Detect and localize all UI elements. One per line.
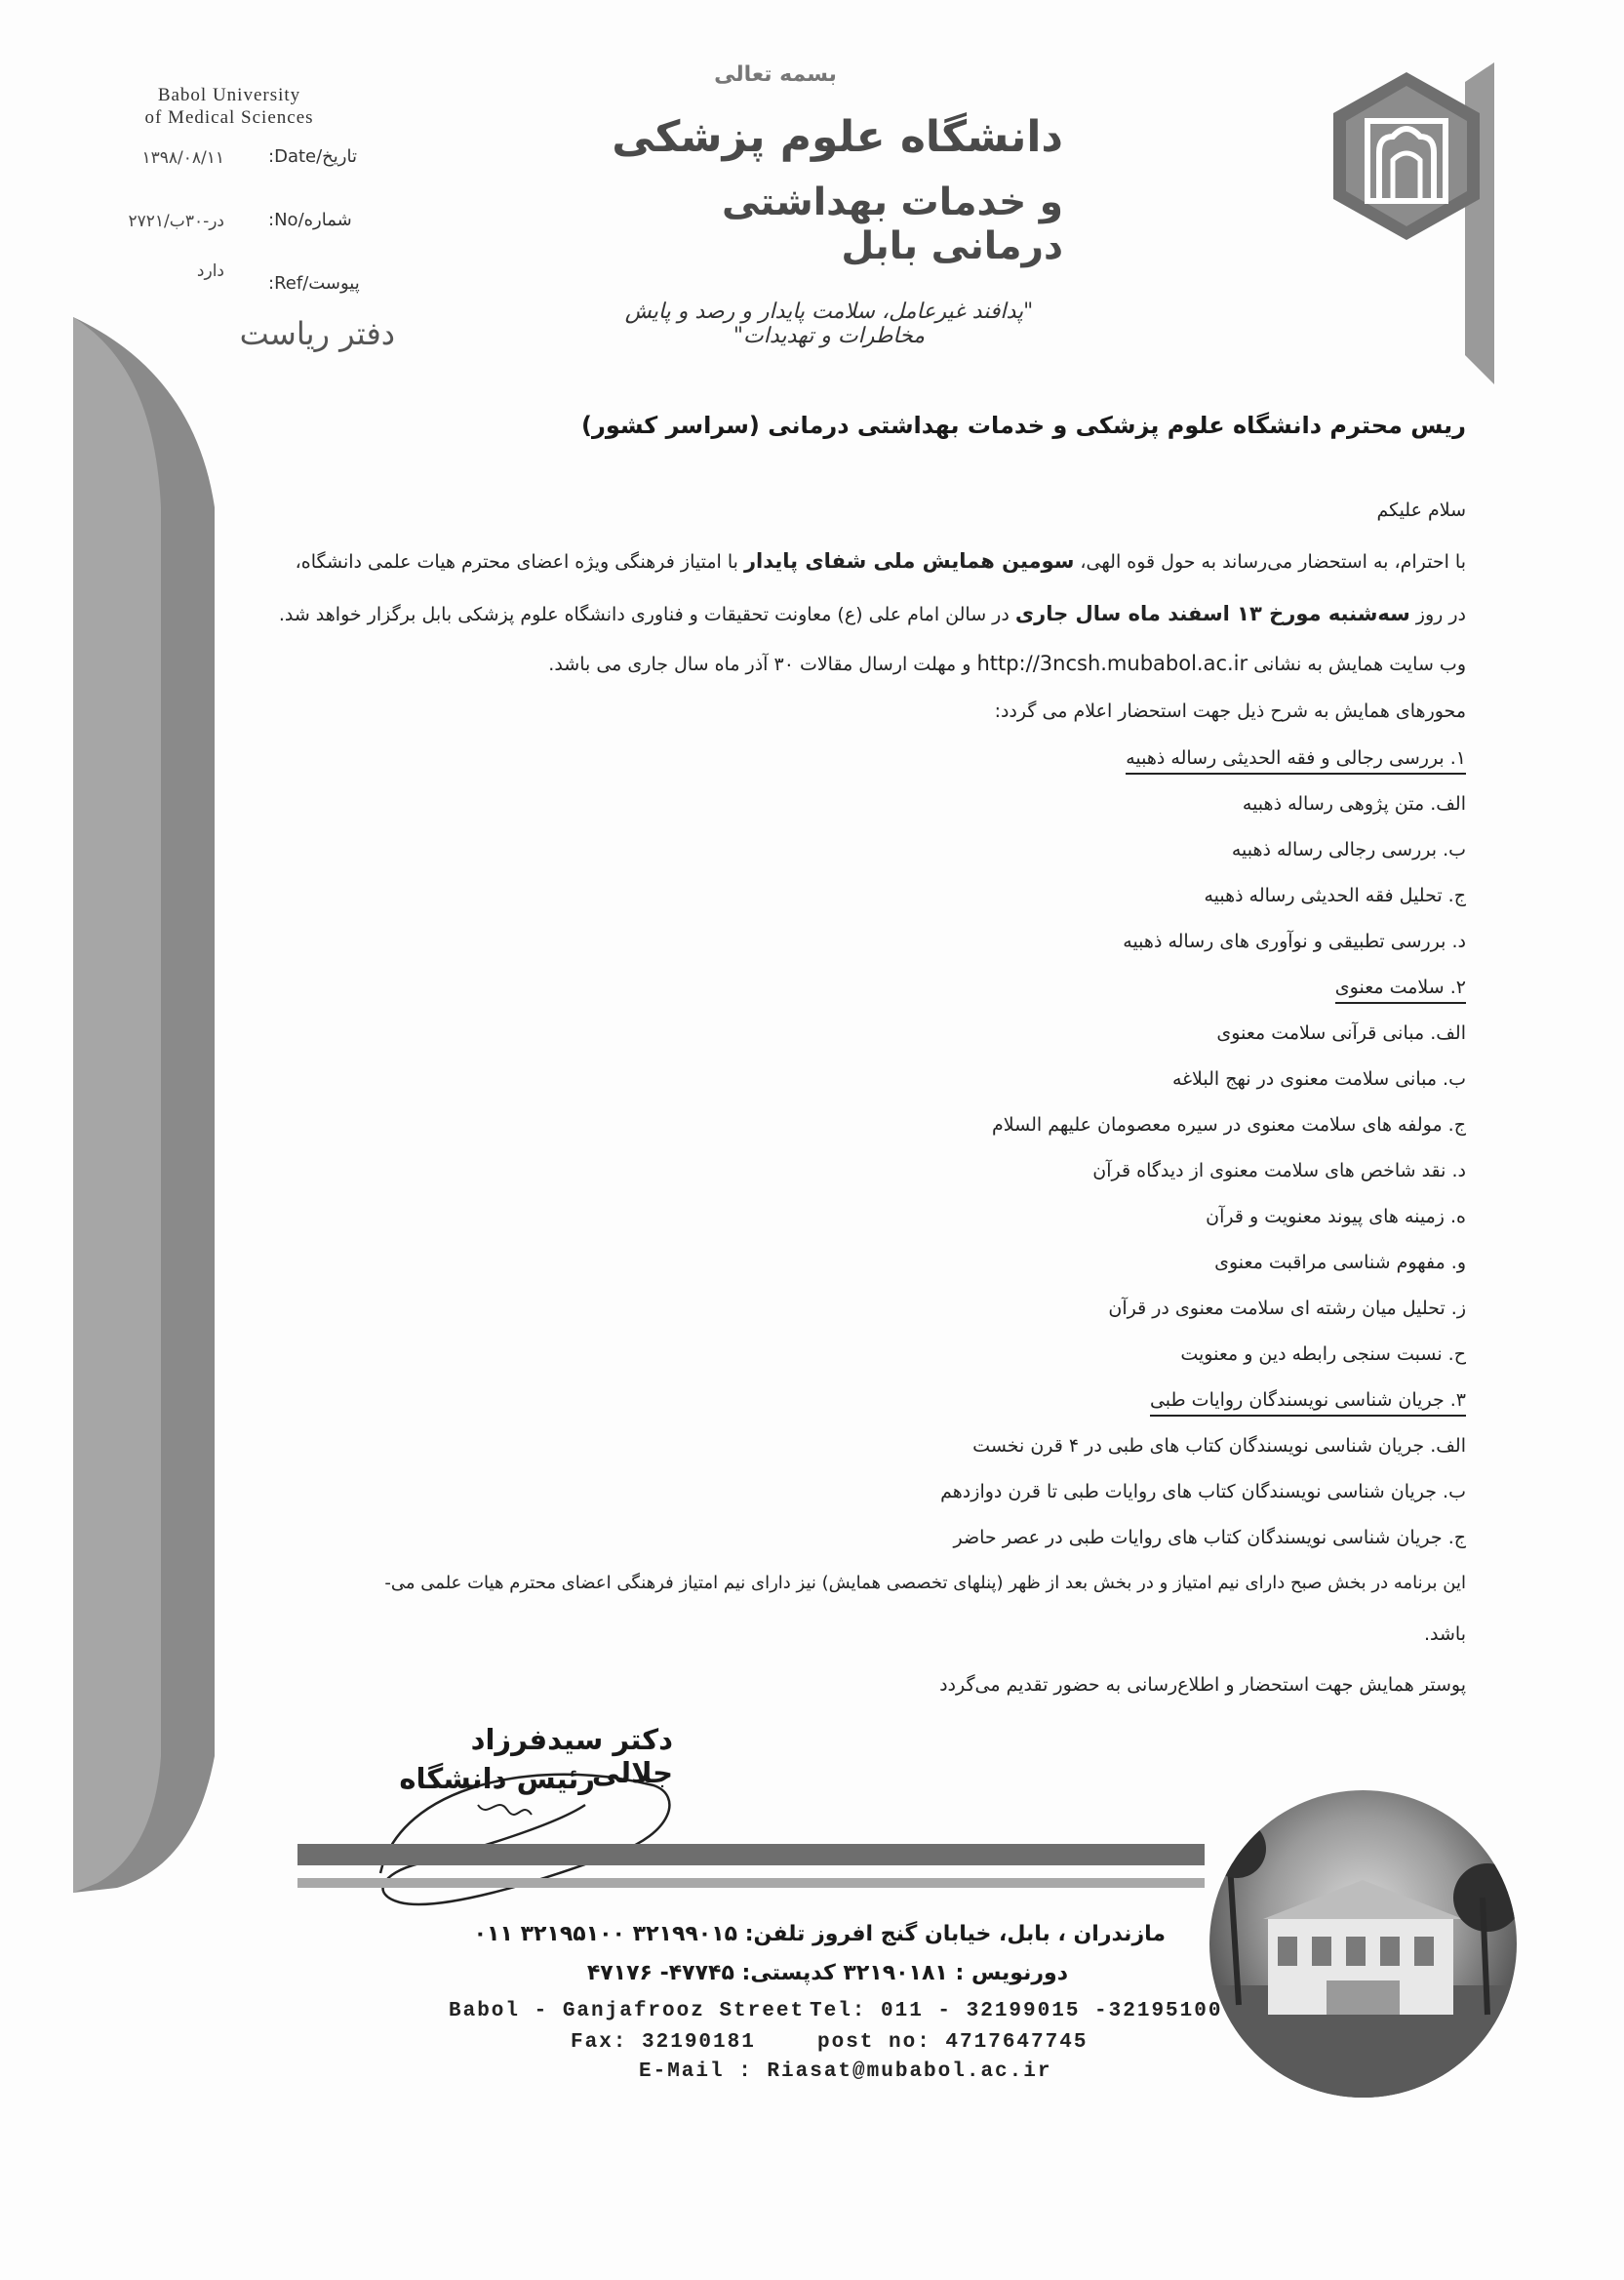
number-label: شماره/No:: [268, 210, 352, 230]
university-logo: [1319, 62, 1494, 384]
office-title: دفتر ریاست: [239, 315, 395, 352]
conference-date: سه‌شنبه مورخ ۱۳ اسفند ماه سال جاری: [1014, 602, 1410, 625]
list-item: الف. جریان شناسی نویسندگان کتاب های طبی در ۴ قرن نخست: [972, 1435, 1466, 1457]
footer-email[interactable]: E-Mail : Riasat@mubabol.ac.ir: [639, 2060, 1052, 2083]
building-photo: [1209, 1790, 1517, 2098]
motto: "پدافند غیرعامل، سلامت پایدار و رصد و پایش مخاطرات و تهدیدات": [624, 300, 1034, 348]
footer-fax-fa: دورنویس : ۳۲۱۹۰۱۸۱ کدپستی: ۴۷۷۴۵- ۴۷۱۷۶: [586, 1961, 1068, 1985]
university-name-fa-line2: و خدمات بهداشتی درمانی بابل: [721, 180, 1063, 268]
decorative-swoosh: [0, 0, 254, 2049]
footer-address-fa: مازندران ، بابل، خیابان گنج افروز تلفن: ۳۲۱۹۹۰۱۵ ۳۲۱۹۵۱۰۰ ۰۱۱: [473, 1922, 1166, 1946]
signatory-name: دکتر سیدفرزاد جلالی: [470, 1723, 673, 1789]
list-item: ح. نسبت سنجی رابطه دین و معنویت: [1180, 1343, 1466, 1365]
axis-2-title: ۲. سلامت معنوی: [1335, 977, 1466, 998]
footer-stripe-dark: [297, 1844, 1205, 1865]
greeting: سلام علیکم: [1376, 500, 1466, 521]
recipient: ریس محترم دانشگاه علوم پزشکی و خدمات بهداشتی درمانی (سراسر کشور): [581, 412, 1466, 439]
date-value: ۱۳۹۸/۰۸/۱۱: [141, 148, 224, 168]
university-name-en: Babol University of Medical Sciences: [144, 85, 314, 128]
university-name-fa-line1: دانشگاه علوم پزشکی: [612, 112, 1063, 162]
list-item: الف. متن پژوهی رساله ذهبیه: [1242, 793, 1466, 815]
attachment-value: دارد: [196, 261, 224, 281]
conference-website-link[interactable]: http://3ncsh.mubabol.ac.ir: [976, 652, 1248, 675]
signatory-title: رئیس دانشگاه: [399, 1762, 595, 1795]
paragraph-1: با احترام، به استحضار می‌رساند به حول قوه الهی، سومین همایش ملی شفای پایدار با امتیاز فرهنگی ویژه اعضای محترم هیات علمی دانشگاه،: [295, 549, 1466, 573]
date-label: تاریخ/Date:: [268, 146, 357, 167]
paragraph-5-line-2: باشد.: [1423, 1623, 1466, 1645]
list-item: الف. مبانی قرآنی سلامت معنوی: [1216, 1022, 1466, 1044]
paragraph-3: وب سایت همایش به نشانی http://3ncsh.mubabol.ac.ir و مهلت ارسال مقالات ۳۰ آذر ماه سال جاری می باشد.: [548, 652, 1466, 675]
list-item: ب. جریان شناسی نویسندگان کتاب های روایات طبی تا قرن دوازدهم: [940, 1481, 1466, 1502]
number-value: ۲۷۲۱/در-۳۰ب: [128, 212, 224, 231]
list-item: ز. تحلیل میان رشته ای سلامت معنوی در قرآن: [1108, 1298, 1466, 1319]
basmala: بسمه تعالی: [714, 62, 837, 87]
paragraph-4: محورهای همایش به شرح ذیل جهت استحضار اعلام می گردد:: [994, 700, 1466, 722]
list-item: ج. تحلیل فقه الحدیثی رساله ذهبیه: [1204, 885, 1466, 906]
number-row: [107, 210, 400, 239]
footer-postcode-en: post no: 4717647745: [817, 2031, 1089, 2054]
list-item: د. نقد شاخص های سلامت معنوی از دیدگاه قرآن: [1092, 1160, 1466, 1181]
attachment-row: [107, 261, 400, 302]
list-item: د. بررسی تطبیقی و نوآوری های رساله ذهبیه: [1123, 931, 1466, 952]
conference-name: سومین همایش ملی شفای پایدار: [743, 549, 1075, 573]
footer-tel-en: Tel: 011 - 32199015 -32195100: [810, 2000, 1223, 2022]
list-item: ب. بررسی رجالی رساله ذهبیه: [1231, 839, 1466, 860]
footer-address-en: Babol - Ganjafrooz Street: [449, 2000, 806, 2022]
axis-1-title: ۱. بررسی رجالی و فقه الحدیثی رساله ذهبیه: [1126, 747, 1466, 769]
list-item: و. مفهوم شناسی مراقبت معنوی: [1214, 1252, 1466, 1273]
list-item: ج. مولفه های سلامت معنوی در سیره معصومان علیهم السلام: [992, 1114, 1466, 1136]
footer-fax-en: Fax: 32190181: [571, 2031, 756, 2054]
attachment-label: پیوست/Ref:: [268, 273, 360, 294]
axis-3-title: ۳. جریان شناسی نویسندگان روایات طبی: [1150, 1389, 1466, 1411]
date-row: [107, 146, 400, 176]
list-item: ج. جریان شناسی نویسندگان کتاب های روایات طبی در عصر حاضر: [953, 1527, 1466, 1548]
paragraph-5-line-1: این برنامه در بخش صبح دارای نیم امتیاز و در بخش بعد از ظهر (پنلهای تخصصی همایش) نیز دارای نیم امتیاز فرهنگی اعضای محترم هیات علمی می-: [384, 1573, 1466, 1593]
list-item: ب. مبانی سلامت معنوی در نهج البلاغه: [1171, 1068, 1466, 1090]
paragraph-6: پوستر همایش جهت استحضار و اطلاع‌رسانی به حضور تقدیم می‌گردد: [939, 1674, 1466, 1696]
footer-stripe-light: [297, 1878, 1205, 1888]
list-item: ه. زمینه های پیوند معنویت و قرآن: [1206, 1206, 1466, 1227]
paragraph-2: در روز سه‌شنبه مورخ ۱۳ اسفند ماه سال جاری در سالن امام علی (ع) معاونت تحقیقات و فناوری دانشگاه علوم پزشکی بابل برگزار خواهد شد.: [278, 602, 1466, 625]
